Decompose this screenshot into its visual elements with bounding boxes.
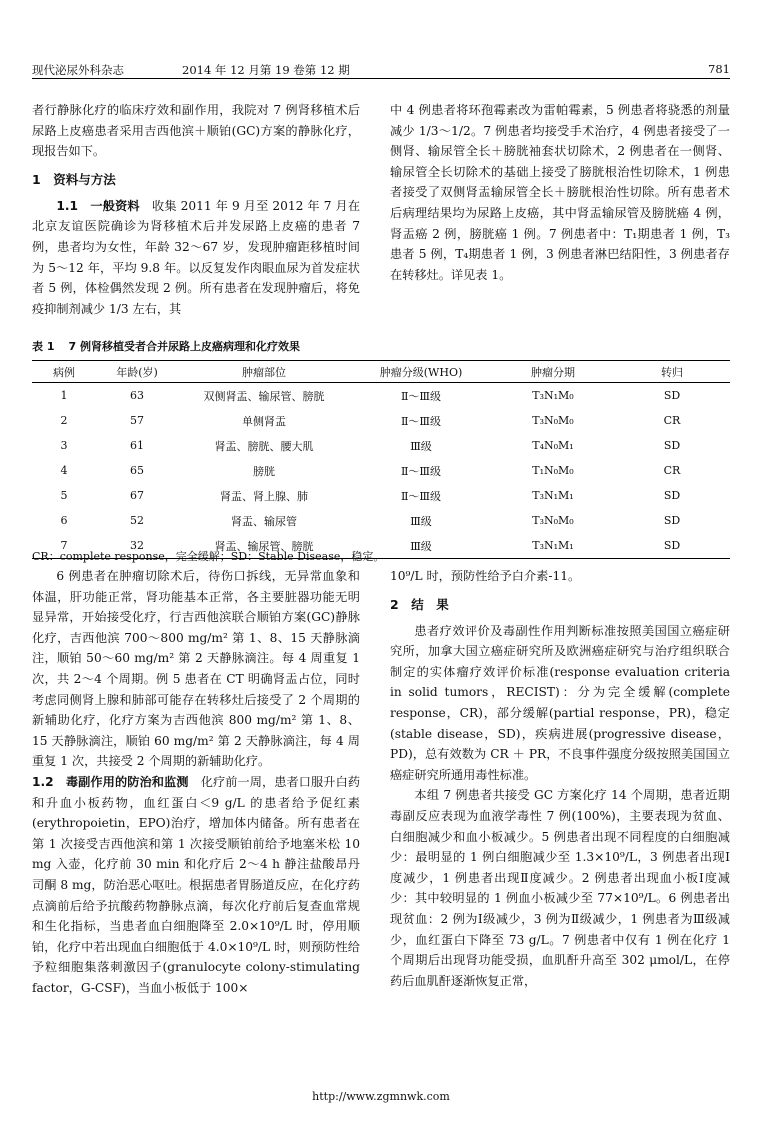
cell-case: 1 — [60, 389, 68, 402]
table-caption — [32, 338, 314, 354]
cell-stage: T₃N₁M₀ — [532, 389, 574, 402]
table-row — [32, 508, 730, 533]
cell-site: 单侧肾盂 — [242, 414, 286, 428]
general-data-paragraph: 1.1 一般资料 收集 2011 年 9 月至 2012 年 7 月在北京友谊医院确诊为肾移植术后并发尿路上皮癌的患者 7 例，患者均为女性，年龄 32～67 岁，发现肿瘤距移植时间为 5～12 年，平均 9.8 年。以反复发作肉眼血尿为首发症状者 5 例，体检偶然发现 2 例。所有患者在发现肿瘤后，将免疫抑制剂减少 1/3 左右，其 — [32, 198, 361, 316]
table-row — [32, 433, 730, 458]
col-header-age: 年龄(岁) — [96, 361, 178, 383]
page-number: 781 — [708, 62, 730, 76]
section-heading-results: 2 结 果 — [390, 596, 449, 612]
top-left-column — [32, 100, 360, 319]
col-header-stage: 肿瘤分期 — [492, 361, 614, 383]
cell-case: 4 — [60, 464, 68, 477]
table-label: 表 1 — [32, 340, 55, 353]
table-title: 7 例肾移植受者合并尿路上皮癌病理和化疗效果 — [68, 340, 300, 353]
cell-age: 32 — [96, 533, 178, 559]
cell-stage: T₃N₀M₀ — [532, 514, 574, 527]
cell-site: 肾盂、输尿管 — [231, 514, 297, 528]
cell-age: 63 — [130, 389, 144, 402]
bottom-right-column — [390, 566, 730, 991]
cell-site: 双侧肾盂、输尿管、膀胱 — [203, 389, 325, 403]
table-row — [32, 483, 730, 508]
cell-grade: Ⅲ级 — [350, 533, 492, 559]
table-row — [32, 383, 730, 409]
cell-case: 7 — [32, 533, 96, 559]
cell-stage: T₃N₀M₀ — [532, 414, 574, 427]
cell-age: 67 — [130, 489, 144, 502]
section-heading-methods: 1 资料与方法 — [32, 171, 116, 187]
cell-case: 5 — [60, 489, 68, 502]
page-header — [32, 60, 730, 79]
table-note: CR：complete response，完全缓解；SD：Stable Disease，稳定。 — [32, 550, 385, 563]
subsection-heading-1-1: 1.1 一般资料 — [56, 198, 140, 213]
cell-site: 肾盂、肾上腺、肺 — [220, 489, 308, 503]
subsection-heading-1-2: 1.2 毒副作用的防治和监测 — [32, 774, 189, 789]
cell-grade: Ⅲ级 — [410, 514, 432, 528]
cell-outcome: SD — [663, 489, 681, 502]
journal-name: 现代泌尿外科杂志 — [32, 63, 124, 77]
intro-paragraph-end: 者行静脉化疗的临床疗效和副作用，我院对 7 例肾移植术后尿路上皮癌患者采用吉西他滨＋顺铂(GC)方案的静脉化疗，现报告如下。 — [32, 103, 360, 159]
toxicity-results-paragraph: 本组 7 例患者共接受 GC 方案化疗 14 个周期，患者近期毒副反应表现为血液学毒性 7 例(100%)，主要表现为贫血、白细胞减少和血小板减少。5 例患者出现不同程度的白细胞减少：最明显的 1 例白细胞减少至 1.3×10⁹/L，3 例患者出现Ⅰ度减少，1 例患者出现Ⅱ度减少。2 例患者出现血小板Ⅰ度减少：其中较明显的 1 例血小板减少至 77×10⁹/L。6 例患者出现贫血：2 例为Ⅰ级减少，3 例为Ⅱ级减少，1 例患者为Ⅲ级减少，血红蛋白下降至 73 g/L。7 例患者中仅有 1 例在化疗 1 个周期后出现肾功能受损，血肌酐升高至 302 μmol/L，在停药后血肌酐逐渐恢复正常， — [390, 788, 730, 988]
cell-age: 52 — [130, 514, 144, 527]
table-header-row — [32, 361, 730, 383]
chemo-regimen-paragraph: 6 例患者在肿瘤切除术后，待伤口拆线，无异常血象和体温，肝功能正常，肾功能基本正常，各主要脏器功能无明显异常，开始接受化疗，行吉西他滨联合顺铂方案(GC)静脉化疗，吉西他滨 700～800 mg/m² 第 1、8、15 天静脉滴注，顺铂 50～60 mg/m² 第 2 天静脉滴注。每 4 周重复 1 次，共 2～4 个周期。例 5 患者在 CT 明确肾盂占位，同时考虑同侧肾上腺和肺部可能存在转移灶后接受了 2 个周期的新辅助化疗，化疗方案为吉西他滨 800 mg/m² 第 1、8、15 天静脉滴注，顺铂 60 mg/m² 第 2 天静脉滴注，每 4 周重复 1 次，共接受 2 个周期的新辅助化疗。 — [32, 569, 360, 769]
cell-case: 2 — [60, 414, 68, 427]
col-header-site: 肿瘤部位 — [178, 361, 350, 383]
col-header-case: 病例 — [32, 361, 96, 383]
cell-site: 肾盂、膀胱、腰大肌 — [214, 439, 314, 453]
bottom-left-column — [32, 566, 360, 998]
cell-site: 膀胱 — [253, 464, 275, 478]
table-row — [32, 458, 730, 483]
evaluation-criteria-paragraph: 患者疗效评价及毒副性作用判断标准按照美国国立癌症研究所，加拿大国立癌症研究所及欧洲癌症研究与治疗组织联合制定的实体瘤疗效评价标准(response evaluation criteria in solid tumors，RECIST)：分为完全缓解(complete response，CR)，部分缓解(partial response，PR)，稳定(stable disease，SD)，疾病进展(progressive disease，PD)，总有效数为 CR ＋ PR，不良事件强度分级按照美国国立癌症研究所通用毒性标准。 — [390, 623, 730, 782]
col-header-outcome: 转归 — [614, 361, 730, 383]
cell-age: 61 — [130, 439, 144, 452]
cell-outcome: SD — [663, 439, 681, 452]
cell-outcome: CR — [663, 414, 681, 427]
page-footer-url: http://www.zgmnwk.com — [312, 1090, 450, 1103]
cell-age: 57 — [130, 414, 144, 427]
cell-grade: Ⅱ～Ⅲ级 — [400, 489, 442, 503]
table-body — [32, 383, 730, 559]
toxicity-paragraph: 1.2 毒副作用的防治和监测 化疗前一周，患者口服升白药和升血小板药物，血红蛋白＜9 g/L 的患者给予促红素(erythropoietin，EPO)治疗，增加体内储备。所有患者在第 1 次接受吉西他滨和第 1 次接受顺铂前给予地塞米松 10 mg 入壶，化疗前 30 min 和化疗后 2～4 h 静注盐酸昂丹司酮 8 mg，防治恶心呕吐。根据患者胃肠道反应，在化疗药点滴前后给予抗酸药物静脉点滴，每次化疗前后复查血常规和生化指标，当患者血白细胞降至 2.0×10⁹/L 时，停用顺铂，化疗中若出现血白细胞低于 4.0×10⁹/L 时，则预防性给予粒细胞集落刺激因子(granulocyte colony-stimulating factor，G-CSF)，当血小板低于 100× — [32, 774, 361, 995]
cell-grade: Ⅱ～Ⅲ级 — [400, 464, 442, 478]
cell-age: 65 — [130, 464, 144, 477]
patient-table — [32, 360, 730, 559]
table-row — [32, 408, 730, 433]
cell-site: 肾盂、输尿管、膀胱 — [178, 533, 350, 559]
issue-info: 2014 年 12 月第 19 卷第 12 期 — [182, 63, 350, 77]
cell-grade: Ⅲ级 — [410, 439, 432, 453]
il11-line: 10⁹/L 时，预防性给予白介素-11。 — [390, 569, 581, 583]
cell-stage: T₄N₀M₁ — [532, 439, 574, 452]
col-header-grade: 肿瘤分级(WHO) — [350, 361, 492, 383]
cell-outcome: SD — [663, 514, 681, 527]
cell-outcome: CR — [663, 464, 681, 477]
cell-stage: T₃N₁M₁ — [532, 489, 574, 502]
cell-case: 6 — [60, 514, 68, 527]
cell-outcome: SD — [614, 533, 730, 559]
cell-stage: T₃N₁M₁ — [492, 533, 614, 559]
cell-grade: Ⅱ～Ⅲ级 — [400, 389, 442, 403]
surgery-paragraph: 中 4 例患者将环孢霉素改为雷帕霉素，5 例患者将骁悉的剂量减少 1/3～1/2。7 例患者均接受手术治疗，4 例患者接受了一侧肾、输尿管全长＋膀胱袖套状切除术，2 例患者在一侧肾、输尿管全长切除术的基础上接受了膀胱根治性切除术，1 例患者接受了双侧肾盂输尿管全长＋膀胱根治性切除。所有患者术后病理结果均为尿路上皮癌，其中肾盂输尿管及膀胱癌 4 例，肾盂癌 2 例，膀胱癌 1 例。7 例患者中：T₁期患者 1 例，T₃患者 5 例，T₄期患者 1 例，3 例患者淋巴结阳性，3 例患者存在转移灶。详见表 1。 — [390, 103, 730, 282]
cell-grade: Ⅱ～Ⅲ级 — [400, 414, 442, 428]
cell-outcome: SD — [663, 389, 681, 402]
cell-case: 3 — [60, 439, 68, 452]
top-right-column — [390, 100, 730, 285]
cell-stage: T₁N₀M₀ — [532, 464, 574, 477]
